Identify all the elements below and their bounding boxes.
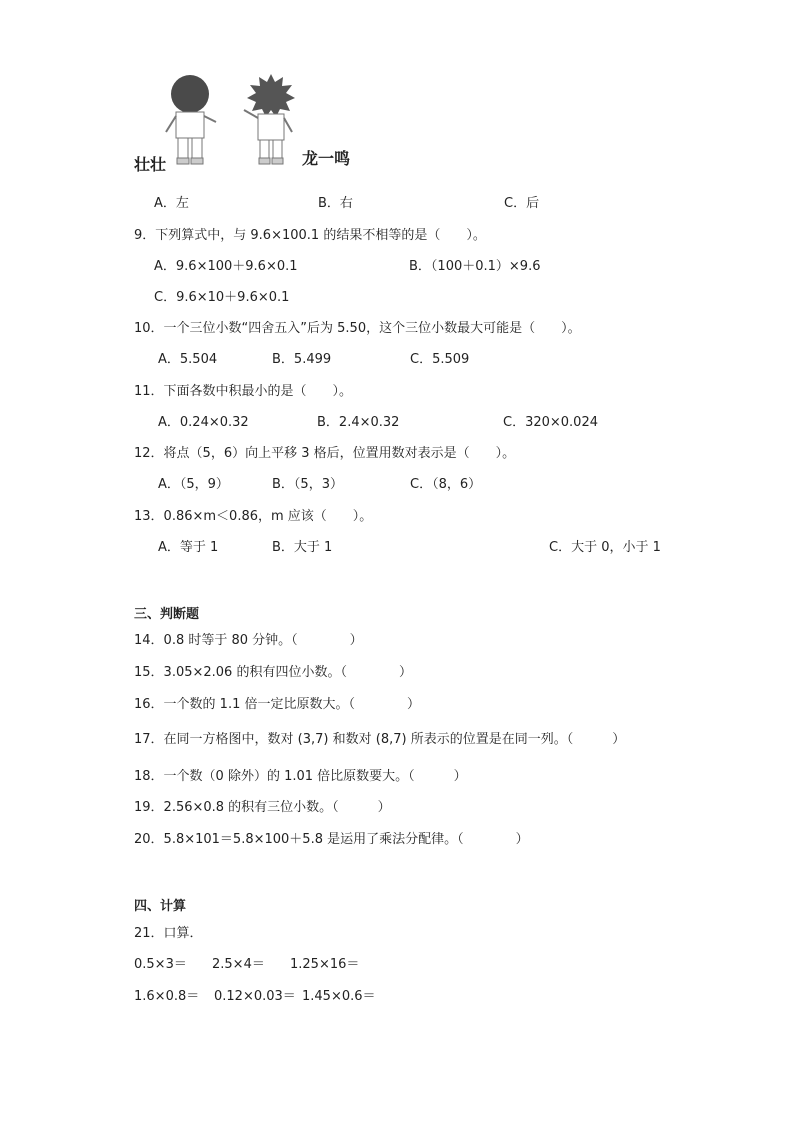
- q11-option-a: A．0.24×0.32: [158, 415, 249, 430]
- q8-option-b: B．右: [318, 196, 353, 211]
- section-title-calc: 四、计算: [134, 899, 187, 914]
- judge-item-14: 14．0.8 时等于 80 分钟。（ ）: [134, 633, 363, 648]
- q12-text: 12．将点（5，6）向上平移 3 格后，位置用数对表示是（ ）。: [134, 446, 516, 461]
- section-title-judge: 三、判断题: [134, 607, 200, 622]
- q10-option-c: C．5.509: [410, 352, 470, 367]
- q9-option-a: A．9.6×100＋9.6×0.1: [154, 259, 298, 274]
- calc-item: 1.45×0.6＝: [302, 989, 376, 1004]
- calc-item: 1.25×16＝: [290, 957, 360, 972]
- judge-item-17: 17．在同一方格图中，数对 (3,7) 和数对 (8,7) 所表示的位置是在同一列。（ ）: [134, 732, 626, 747]
- q9-option-b: B．（100＋0.1）×9.6: [409, 259, 541, 274]
- figure-label-right: 龙一鸣: [302, 149, 351, 168]
- calc-item: 0.5×3＝: [134, 957, 187, 972]
- child-zhuangzhuang-illustration: [160, 72, 222, 168]
- q11-text: 11．下面各数中积最小的是（ ）。: [134, 384, 353, 399]
- q8-option-a: A．左: [154, 196, 189, 211]
- calc-item: 2.5×4＝: [212, 957, 265, 972]
- q10-text: 10．一个三位小数“四舍五入”后为 5.50，这个三位小数最大可能是（ ）。: [134, 321, 581, 336]
- q12-option-c: C．（8，6）: [410, 477, 482, 492]
- q13-option-a: A．等于 1: [158, 540, 219, 555]
- q13-option-c: C．大于 0，小于 1: [549, 540, 661, 555]
- q12-option-b: B．（5，3）: [272, 477, 343, 492]
- judge-item-15: 15．3.05×2.06 的积有四位小数。（ ）: [134, 665, 412, 680]
- judge-item-20: 20．5.8×101＝5.8×100＋5.8 是运用了乘法分配律。（ ）: [134, 832, 529, 847]
- q9-option-c: C．9.6×10＋9.6×0.1: [154, 290, 290, 305]
- calc-item: 1.6×0.8＝: [134, 989, 200, 1004]
- child-longyiming-illustration: [240, 72, 302, 168]
- q12-option-a: A．（5，9）: [158, 477, 229, 492]
- figure-label-left: 壮壮: [134, 155, 167, 174]
- q10-option-a: A．5.504: [158, 352, 218, 367]
- q8-option-c: C．后: [504, 196, 540, 211]
- q11-option-c: C．320×0.024: [503, 415, 598, 430]
- q21-text: 21．口算．: [134, 926, 203, 941]
- q11-option-b: B．2.4×0.32: [317, 415, 400, 430]
- q13-text: 13．0.86×m＜0.86，m 应该（ ）。: [134, 509, 373, 524]
- calc-item: 0.12×0.03＝: [214, 989, 296, 1004]
- q9-text: 9．下列算式中，与 9.6×100.1 的结果不相等的是（ ）。: [134, 228, 486, 243]
- judge-item-16: 16．一个数的 1.1 倍一定比原数大。（ ）: [134, 697, 420, 712]
- q10-option-b: B．5.499: [272, 352, 332, 367]
- q13-option-b: B．大于 1: [272, 540, 333, 555]
- judge-item-18: 18．一个数（0 除外）的 1.01 倍比原数要大。（ ）: [134, 769, 467, 784]
- judge-item-19: 19．2.56×0.8 的积有三位小数。（ ）: [134, 800, 391, 815]
